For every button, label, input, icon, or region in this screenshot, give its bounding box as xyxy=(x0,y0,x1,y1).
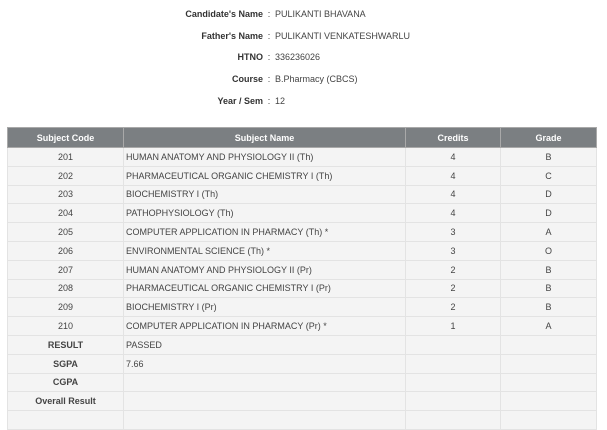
credits: 3 xyxy=(406,223,501,242)
empty-cell xyxy=(501,335,597,354)
empty-cell xyxy=(406,335,501,354)
subject-name: COMPUTER APPLICATION IN PHARMACY (Th) * xyxy=(124,223,406,242)
father-name-row xyxy=(0,25,607,47)
grade: B xyxy=(501,260,597,279)
grade: A xyxy=(501,223,597,242)
htno-value: 336236026 xyxy=(275,52,321,63)
empty-cell xyxy=(406,373,501,392)
table-row xyxy=(8,204,597,223)
subject-name: HUMAN ANATOMY AND PHYSIOLOGY II (Pr) xyxy=(124,260,406,279)
summary-row-result xyxy=(8,335,597,354)
credits: 2 xyxy=(406,298,501,317)
subject-name: BIOCHEMISTRY I (Th) xyxy=(124,185,406,204)
empty-cell xyxy=(501,373,597,392)
credits: 2 xyxy=(406,279,501,298)
htno-row xyxy=(0,46,607,68)
result-label: RESULT xyxy=(8,335,124,354)
grade: D xyxy=(501,185,597,204)
subject-name: PHARMACEUTICAL ORGANIC CHEMISTRY I (Pr) xyxy=(124,279,406,298)
credits: 3 xyxy=(406,241,501,260)
cgpa-value xyxy=(124,373,406,392)
year-sem-value: 12 xyxy=(275,95,286,106)
course-label: Course xyxy=(231,73,263,84)
header-subject-code: Subject Code xyxy=(8,128,124,148)
summary-row-cgpa xyxy=(8,373,597,392)
subject-name: PATHOPHYSIOLOGY (Th) xyxy=(124,204,406,223)
candidate-name-value: PULIKANTI BHAVANA xyxy=(275,8,366,19)
subject-code: 203 xyxy=(8,185,124,204)
credits: 2 xyxy=(406,260,501,279)
result-value: PASSED xyxy=(124,335,406,354)
candidate-name-row xyxy=(0,3,607,25)
cgpa-label: CGPA xyxy=(8,373,124,392)
subject-name: HUMAN ANATOMY AND PHYSIOLOGY II (Th) xyxy=(124,148,406,167)
sgpa-label: SGPA xyxy=(8,354,124,373)
table-row xyxy=(8,241,597,260)
blank-label xyxy=(8,411,124,430)
credits: 4 xyxy=(406,185,501,204)
separator: : xyxy=(267,95,271,106)
empty-cell xyxy=(406,392,501,411)
results-table xyxy=(7,127,597,430)
subject-code: 209 xyxy=(8,298,124,317)
credits: 4 xyxy=(406,148,501,167)
overall-result-value xyxy=(124,392,406,411)
empty-cell xyxy=(501,354,597,373)
subject-name: BIOCHEMISTRY I (Pr) xyxy=(124,298,406,317)
grade: O xyxy=(501,241,597,260)
empty-cell xyxy=(406,411,501,430)
subject-name: COMPUTER APPLICATION IN PHARMACY (Pr) * xyxy=(124,317,406,336)
subject-code: 208 xyxy=(8,279,124,298)
header-subject-name: Subject Name xyxy=(124,128,406,148)
candidate-name-label: Candidate's Name xyxy=(185,8,263,19)
course-row xyxy=(0,68,607,90)
separator: : xyxy=(267,52,271,63)
table-row xyxy=(8,298,597,317)
subject-code: 210 xyxy=(8,317,124,336)
table-row xyxy=(8,279,597,298)
year-sem-label: Year / Sem xyxy=(217,95,263,106)
table-header-row xyxy=(8,128,597,148)
empty-cell xyxy=(501,392,597,411)
separator: : xyxy=(267,73,271,84)
candidate-info xyxy=(0,3,607,111)
grade: B xyxy=(501,298,597,317)
credits: 4 xyxy=(406,204,501,223)
table-row xyxy=(8,223,597,242)
subject-code: 202 xyxy=(8,166,124,185)
grade: D xyxy=(501,204,597,223)
table-row xyxy=(8,260,597,279)
summary-row-overall-result xyxy=(8,392,597,411)
overall-result-label: Overall Result xyxy=(8,392,124,411)
subject-name: PHARMACEUTICAL ORGANIC CHEMISTRY I (Th) xyxy=(124,166,406,185)
empty-cell xyxy=(406,354,501,373)
summary-row-sgpa xyxy=(8,354,597,373)
table-row xyxy=(8,166,597,185)
table-row xyxy=(8,317,597,336)
header-credits: Credits xyxy=(406,128,501,148)
subject-code: 207 xyxy=(8,260,124,279)
grade: A xyxy=(501,317,597,336)
empty-cell xyxy=(501,411,597,430)
sgpa-value: 7.66 xyxy=(124,354,406,373)
subject-name: ENVIRONMENTAL SCIENCE (Th) * xyxy=(124,241,406,260)
year-sem-row xyxy=(0,90,607,112)
table-row xyxy=(8,185,597,204)
grade: B xyxy=(501,148,597,167)
header-grade: Grade xyxy=(501,128,597,148)
grade: B xyxy=(501,279,597,298)
father-name-value: PULIKANTI VENKATESHWARLU xyxy=(275,30,411,41)
separator: : xyxy=(267,30,271,41)
grade: C xyxy=(501,166,597,185)
htno-label: HTNO xyxy=(237,52,263,63)
summary-row-blank xyxy=(8,411,597,430)
credits: 1 xyxy=(406,317,501,336)
course-value: B.Pharmacy (CBCS) xyxy=(275,73,358,84)
blank-value xyxy=(124,411,406,430)
father-name-label: Father's Name xyxy=(201,30,263,41)
credits: 4 xyxy=(406,166,501,185)
subject-code: 206 xyxy=(8,241,124,260)
subject-code: 205 xyxy=(8,223,124,242)
separator: : xyxy=(267,8,271,19)
table-row xyxy=(8,148,597,167)
subject-code: 204 xyxy=(8,204,124,223)
subject-code: 201 xyxy=(8,148,124,167)
